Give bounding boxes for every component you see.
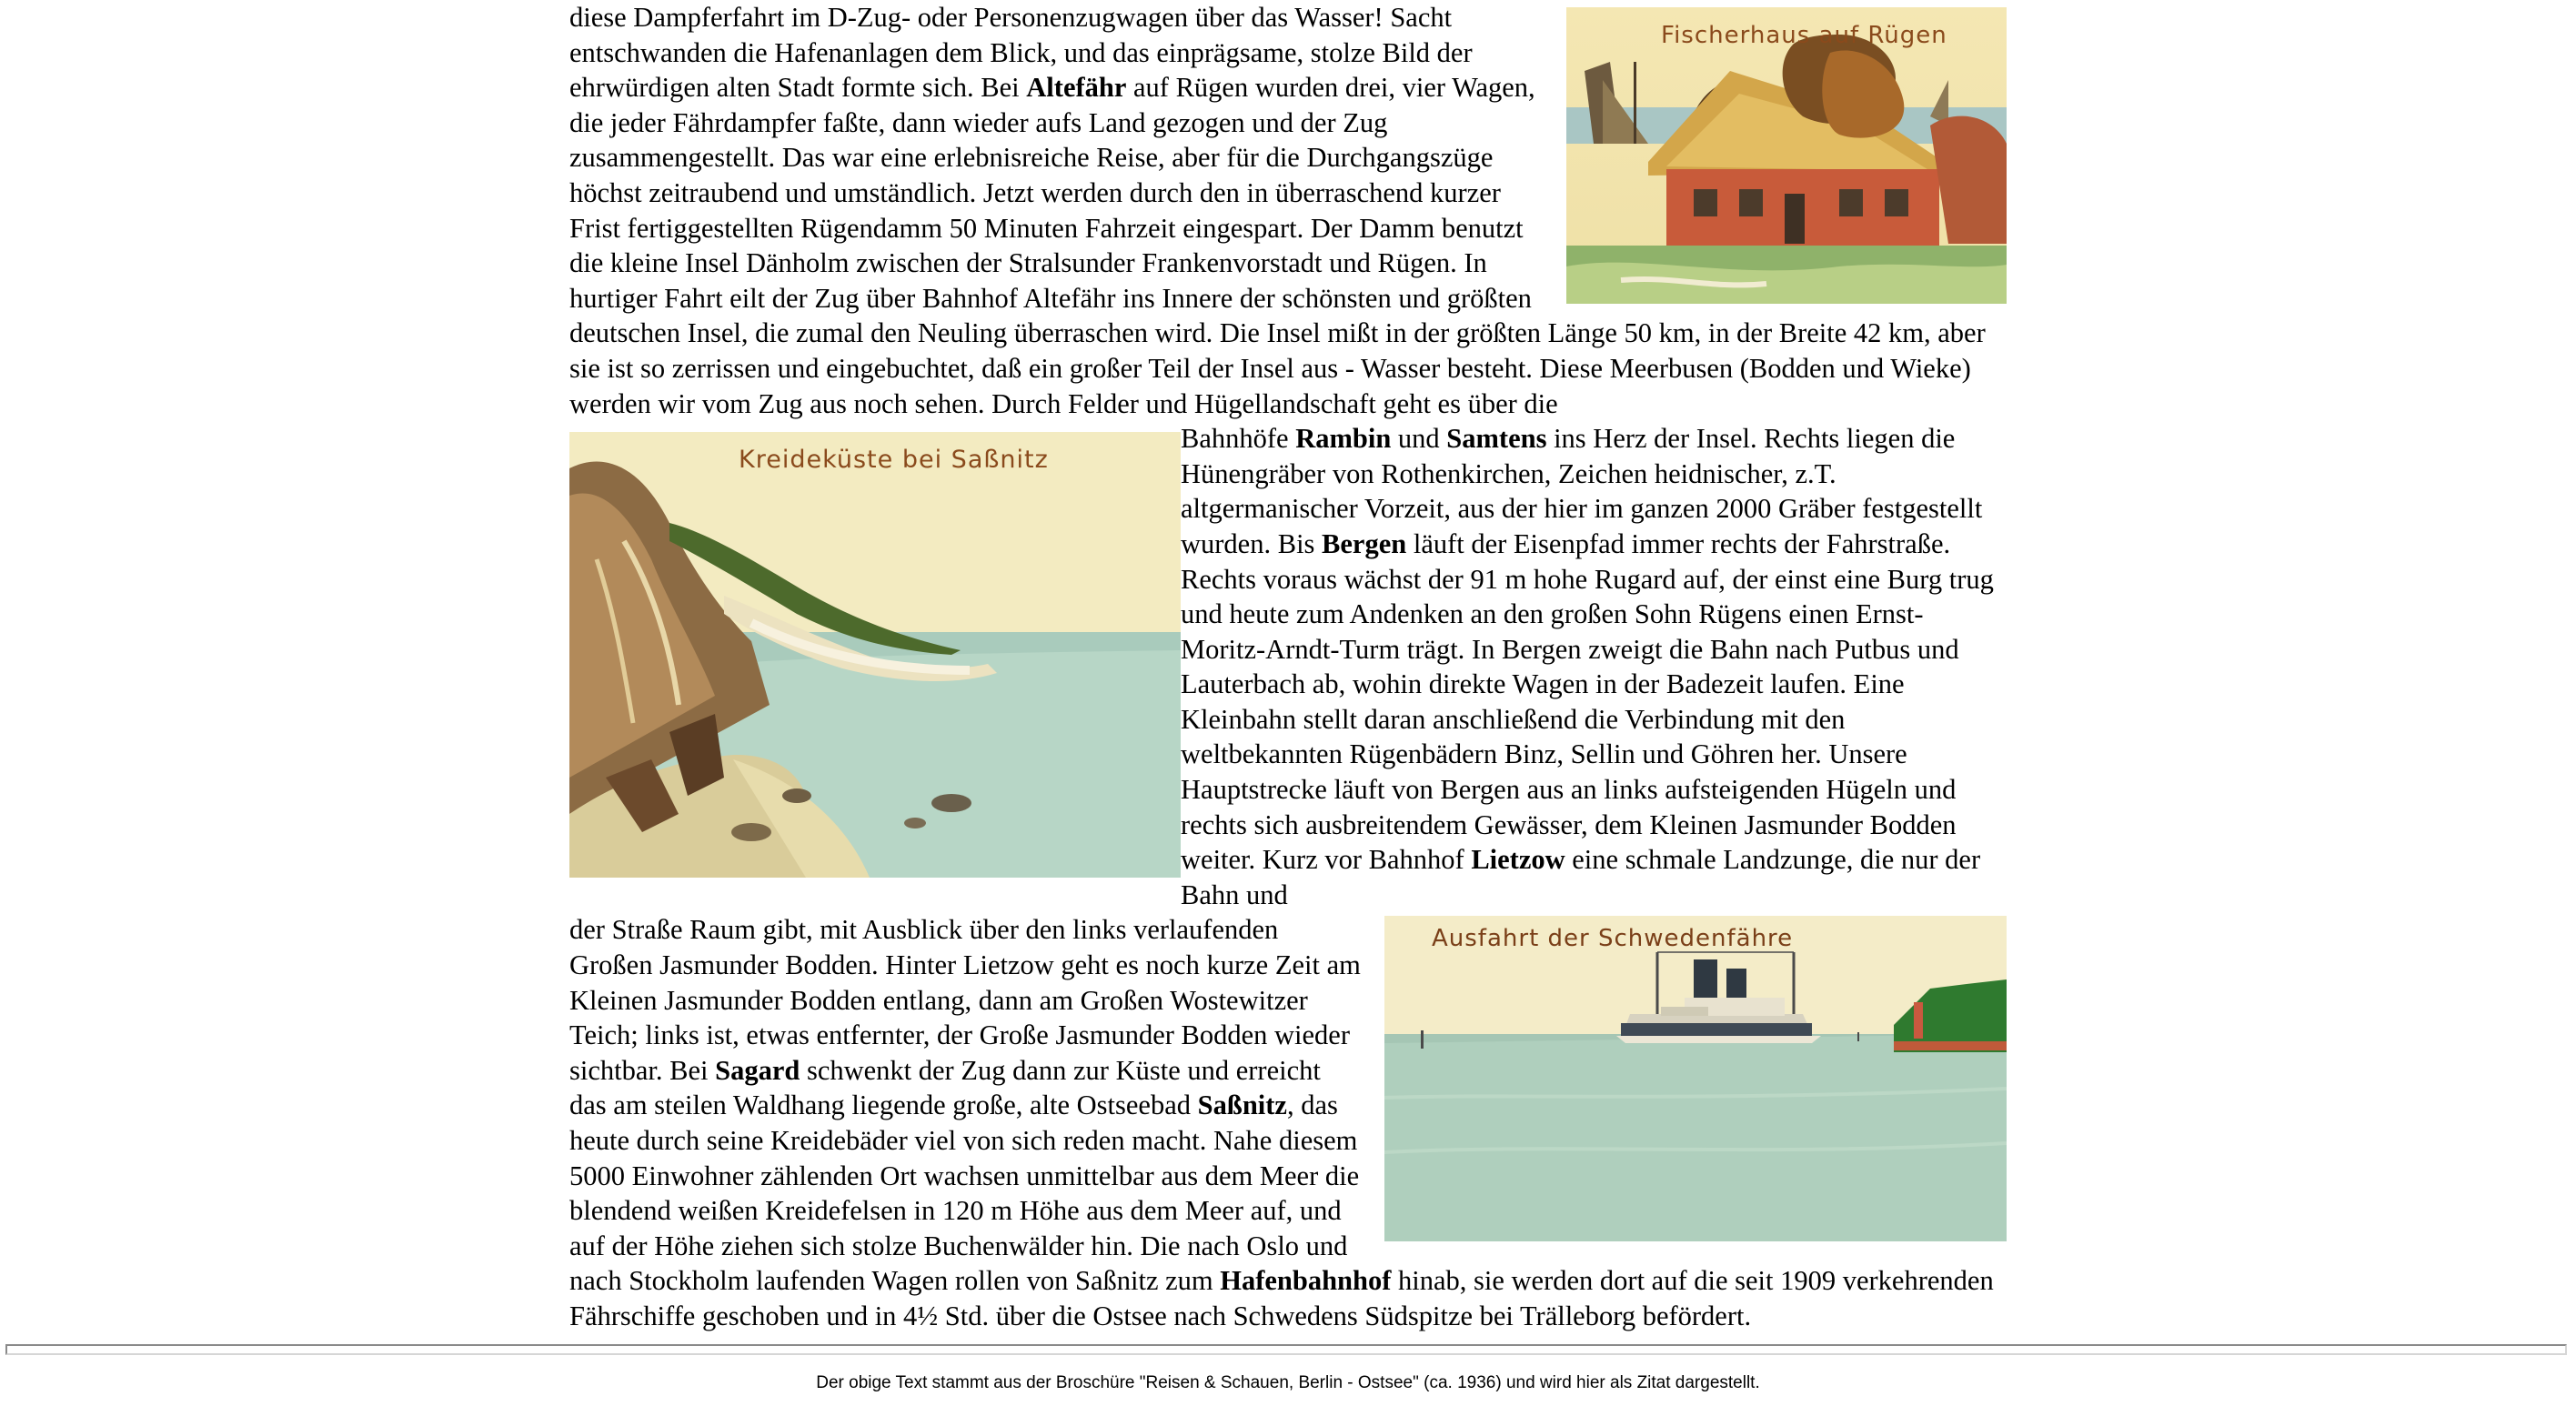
place-name: Samtens: [1446, 423, 1547, 455]
place-name: Saßnitz: [1197, 1090, 1287, 1121]
text-run: schwenkt der Zug dann zur Küste und erreicht das am steilen Waldhang liegende große, alte Ostseebad: [569, 1054, 1321, 1121]
text-run: eine schmale Landzunge, die nur der Bahn und: [1181, 844, 1981, 910]
place-name: Bergen: [1322, 527, 1407, 559]
text-run: ins Herz der Insel. Rechts liegen die Hünengräber von Rothenkirchen, Zeichen heidnischer, z.T. altgermanischer Vorzeit, aus der hier im ganzen 2000 Gräber festgestellt wurden. Bis: [1181, 423, 1983, 559]
place-name: Hafenbahnhof: [1220, 1265, 1392, 1297]
chalk-cliff-coast-illustration: [569, 432, 1181, 878]
image-caption: Kreideküste bei Saßnitz: [739, 446, 1049, 475]
horizontal-rule: [5, 1344, 2567, 1355]
place-name: Rambin: [1295, 423, 1392, 455]
article-body: [569, 0, 2007, 1334]
text-run: und: [1391, 423, 1447, 455]
text-run: , das heute durch seine Kreidebäder viel von sich reden macht. Nahe diesem 5000 Einwohner zählenden Ort wachsen unmittelbar aus dem Meer die blendend weißen Kreidefelsen in 120 m Höhe aus dem Meer auf, und auf der Höhe ziehen sich stolze Buchenwälder hin. Die nach Oslo und nach Stockholm laufenden Wagen rollen von Saßnitz zum: [569, 1090, 1360, 1297]
ferry-ship-illustration: [1384, 916, 2007, 1241]
place-name: Sagard: [715, 1054, 800, 1086]
fisherman-house-illustration: [1566, 7, 2007, 304]
ferry-ship-drawing: [1384, 916, 2007, 1241]
text-run: diese Dampferfahrt im D-Zug- oder Personenzugwagen über das Wasser! Sacht entschwanden die Hafenanlagen dem Blick, und das einprägsame, stolze Bild der ehrwürdigen alten Stadt formte sich. Bei: [569, 2, 1473, 104]
image-caption: Ausfahrt der Schwedenfähre: [1432, 925, 1794, 953]
text-run: auf Rügen wurden drei, vier Wagen, die jeder Fährdampfer faßte, dann wieder aufs Land gezogen und der Zug zusammengestellt. Das war eine erlebnisreiche Reise, aber für die Durchgangszüge höchst zeitraubend und umständlich. Jetzt werden durch den in überraschend kurzer Frist fertiggestellten Rügendamm 50 Minuten Fahrzeit eingespart. Der Damm benutzt die kleine Insel Dänholm zwischen der Stralsunder Frankenvorstadt und Rügen. In hurtiger Fahrt eilt der Zug über Bahnhof Altefähr ins Innere der schönsten und größten deutschen Insel, die zumal den Neuling überraschen wird. Die Insel mißt in der größten Länge 50 km, in der Breite 42 km, aber sie ist so zerrissen und eingebuchtet, daß ein großer Teil der Insel aus - Wasser besteht. Diese Meerbusen (Bodden und Wieke) werden wir vom Zug aus noch sehen. Durch Felder und Hügellandschaft geht es über die: [569, 72, 1986, 419]
text-run: der Straße Raum gibt, mit Ausblick über den links verlaufenden Großen Jasmunder Bodden. Hinter Lietzow geht es noch kurze Zeit am Kleinen Jasmunder Bodden entlang, dann am Großen Wostewitzer Teich; links ist, etwas entfernter, der Große Jasmunder Bodden wieder sichtbar. Bei: [569, 914, 1361, 1086]
source-citation: Der obige Text stammt aus der Broschüre "Reisen & Schauen, Berlin - Ostsee" (ca. 1936) und wird hier als Zitat dargestellt.: [816, 1373, 1760, 1392]
text-run: Bahnhöfe: [1181, 423, 1296, 455]
place-name: Altefähr: [1026, 72, 1127, 104]
place-name: Lietzow: [1471, 844, 1565, 876]
image-caption: Fischerhaus auf Rügen: [1661, 22, 1947, 49]
text-run: läuft der Eisenpfad immer rechts der Fahrstraße. Rechts voraus wächst der 91 m hohe Rugard auf, der einst eine Burg trug und heute zum Andenken an den großen Sohn Rügens einen Ernst-Moritz-Arndt-Turm trägt. In Bergen zweigt die Bahn nach Putbus und Lauterbach ab, wohin direkte Wagen in der Badezeit laufen. Eine Kleinbahn stellt daran anschließend die Verbindung mit den weltbekannten Rügenbädern Binz, Sellin und Göhren her. Unsere Hauptstrecke läuft von Bergen aus an links aufsteigenden Hügeln und rechts sich ausbreitendem Gewässer, dem Kleinen Jasmunder Bodden weiter. Kurz vor Bahnhof: [1181, 527, 1994, 876]
chalk-cliff-drawing: [569, 432, 1181, 878]
text-run: hinab, sie werden dort auf die seit 1909 verkehrenden Fährschiffe geschoben und in 4½ Std. über die Ostsee nach Schwedens Südspitze bei Trälleborg befördert.: [569, 1265, 1994, 1331]
